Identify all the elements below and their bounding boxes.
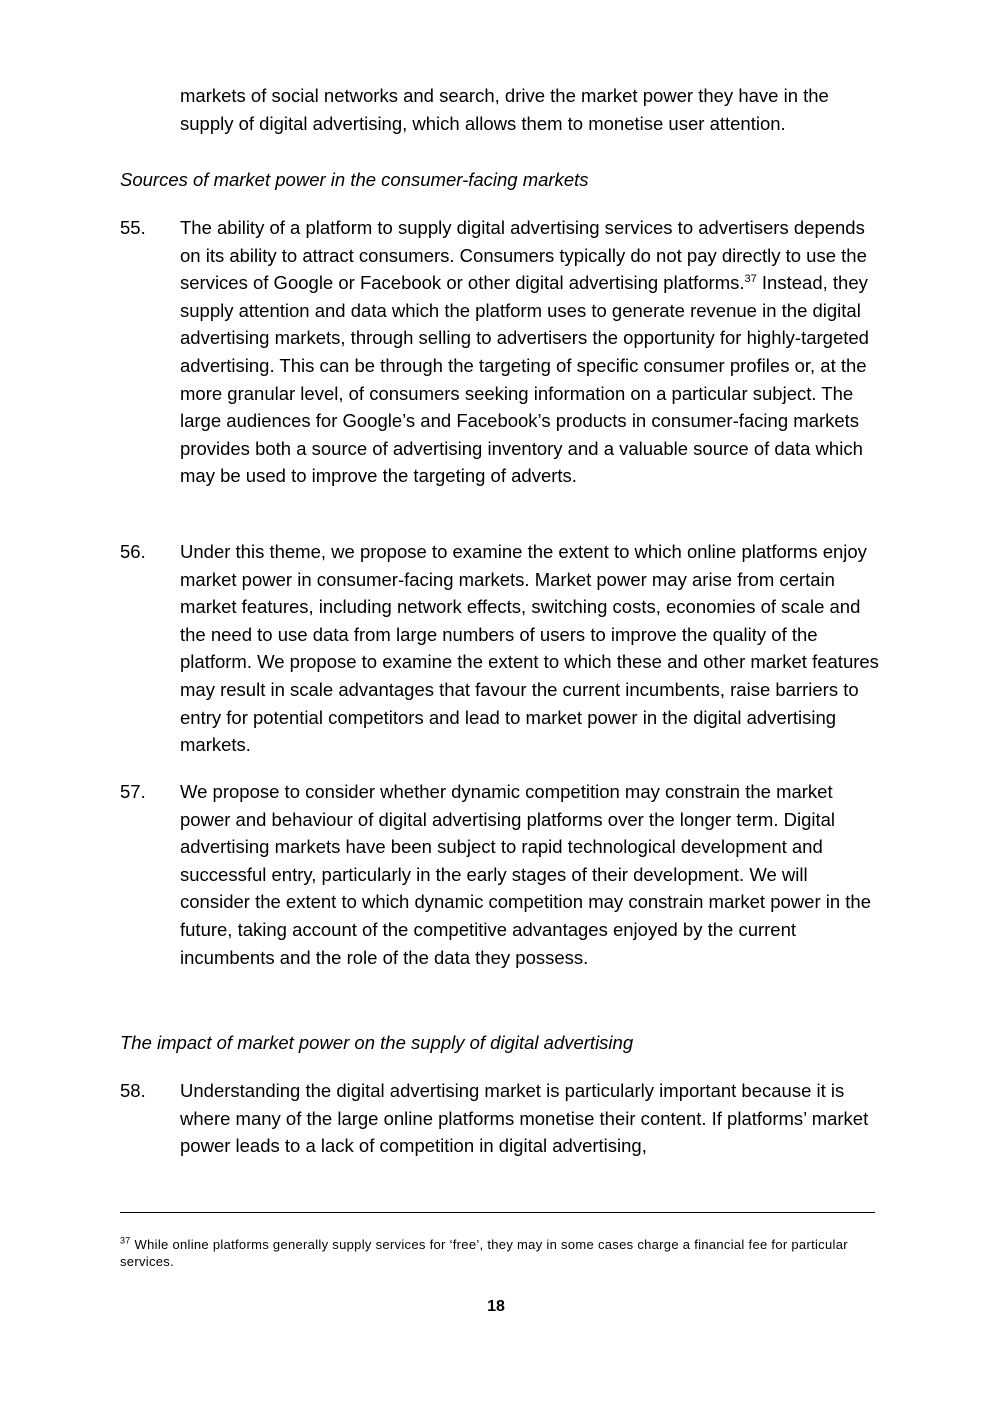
section-heading-impact: The impact of market power on the supply of digital advertising <box>120 1032 634 1053</box>
paragraph-text: The ability of a platform to supply digital advertising services to advertisers depends on its ability to attract consumers. Consumers typically do not pay directly to use the services of Google or Facebook or other digital advertising platforms. <box>180 217 867 294</box>
paragraph-number: 58. <box>120 1080 146 1101</box>
footnote-number: 37 <box>120 1235 131 1246</box>
paragraph-57 <box>120 778 880 971</box>
paragraph-number: 56. <box>120 541 146 562</box>
footnote-text: While online platforms generally supply services for ‘free’, they may in some cases charge a financial fee for particular services. <box>120 1237 848 1269</box>
footnote-reference[interactable]: 37 <box>744 273 757 286</box>
paragraph-58 <box>120 1077 880 1160</box>
paragraph-number: 57. <box>120 781 146 802</box>
footnote <box>120 1236 860 1270</box>
footnote-divider <box>120 1212 875 1213</box>
paragraph-55 <box>120 214 880 490</box>
section-heading-sources: Sources of market power in the consumer-facing markets <box>120 169 589 190</box>
paragraph-text: Instead, they supply attention and data which the platform uses to generate revenue in the digital advertising markets, through selling to advertisers the opportunity for highly-targeted advertising. This can be through the targeting of specific consumer profiles or, at the more granular level, of consumers seeking information on a particular subject. The large audiences for Google’s and Facebook’s products in consumer-facing markets provides both a source of advertising inventory and a valuable source of data which may be used to improve the targeting of adverts. <box>180 272 869 487</box>
page-number: 18 <box>487 1298 505 1315</box>
paragraph-body: We propose to consider whether dynamic competition may constrain the market power and behaviour of digital advertising platforms over the longer term. Digital advertising markets have been subject to rapid technological development and successful entry, particularly in the early stages of their development. We will consider the extent to which dynamic competition may constrain market power in the future, taking account of the competitive advantages enjoyed by the current incumbents and the role of the data they possess. <box>180 781 871 968</box>
paragraph-56 <box>120 538 880 759</box>
paragraph-body: Understanding the digital advertising market is particularly important because it is where many of the large online platforms monetise their content. If platforms’ market power leads to a lack of competition in digital advertising, <box>180 1080 869 1157</box>
paragraph-number: 55. <box>120 217 146 238</box>
paragraph-body <box>180 214 880 490</box>
continued-paragraph: markets of social networks and search, drive the market power they have in the supply of digital advertising, which allows them to monetise user attention. <box>180 85 829 134</box>
paragraph-body: Under this theme, we propose to examine the extent to which online platforms enjoy market power in consumer-facing markets. Market power may arise from certain market features, including network effects, switching costs, economies of scale and the need to use data from large numbers of users to improve the quality of the platform. We propose to examine the extent to which these and other market features may result in scale advantages that favour the current incumbents, raise barriers to entry for potential competitors and lead to market power in the digital advertising markets. <box>180 541 879 756</box>
